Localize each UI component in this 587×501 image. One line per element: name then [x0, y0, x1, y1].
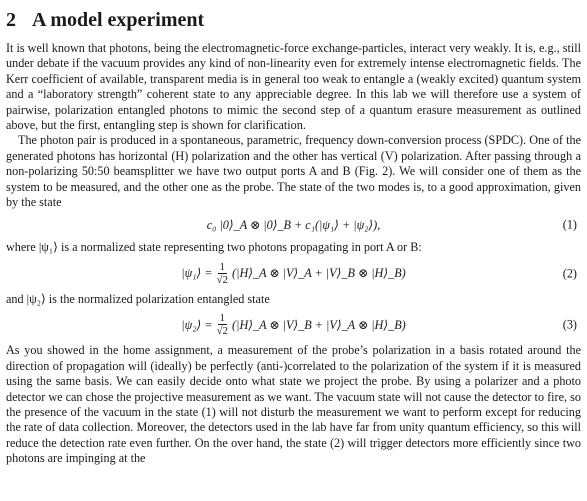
- paragraph-psi2-intro: and |ψ₂⟩ is the normalized polarization entangled state: [6, 291, 270, 306]
- paragraph-measurement: As you showed in the home assignment, a measurement of the probe’s polarization in a basis rotated around the direction of propagation will (ideally) be perfectly (anti-)correlated to the polarization of the system if it is measured using the same basis. We can easily decide onto what state we project the probe. By using a polarizer and a photo detector we can chose the projective measurement as we want. The vacuum state will not cause the detector to fire, so the presence of the vacuum in the state (1) will not disturb the measurement we want to perform except for reducing the rate of data collection. Moreover, the detectors used in the lab have far from unity quantum efficiency, so this will reduce the detection rate even further. On the over hand, the state (2) will trigger detectors more efficiently since two photons are impinging at the: [6, 343, 581, 466]
- equation-2-denominator: √2: [216, 273, 229, 286]
- section-heading: [6, 8, 581, 32]
- equation-1-number: (1): [562, 217, 577, 232]
- equation-3-numerator: 1: [219, 312, 225, 325]
- equation-3-lhs: |ψ₂⟩ =: [181, 317, 213, 332]
- equation-1: [6, 210, 581, 240]
- equation-2-body: [181, 261, 405, 287]
- equation-2-fraction: [216, 261, 228, 287]
- equation-2: [6, 256, 581, 292]
- equation-2-rhs: (|H⟩_A ⊗ |V⟩_A + |V⟩_B ⊗ |H⟩_B): [232, 266, 406, 281]
- equation-3: [6, 307, 581, 343]
- equation-2-number: (2): [562, 266, 577, 281]
- equation-2-numerator: 1: [219, 260, 225, 273]
- paragraph-spdc: The photon pair is produced in a spontaneous, parametric, frequency down-conversion process (SPDC). One of the generated photons has horizontal (H) polarization and the other has vertical (V) polarization. After passing through a non-polarizing 50:50 beamsplitter we have two output ports A and B (Fig. 2). We will consider one of them as the system to be measured, and the other one as the probe. The state of the two modes is, to a good approximation, given by the state: [6, 133, 581, 210]
- equation-3-fraction: [216, 312, 228, 338]
- equation-2-lhs: |ψ₁⟩ =: [181, 266, 213, 281]
- section-title: A model experiment: [32, 9, 205, 31]
- paragraph-psi1-intro: where |ψ₁⟩ is a normalized state representing two photons propagating in port A or B:: [6, 240, 422, 255]
- paragraph-intro: It is well known that photons, being the electromagnetic-force exchange-particles, interact very weakly. It is, e.g., still under debate if the vacuum provides any kind of non-linearity even for extremely intense electromagnetic fields. The Kerr coefficient of available, transparent media is in general too weak to entangle a (weakly excited) quantum system and a “laboratory strength” coherent state to any appreciable degree. In this lab we will therefore use a system of pairwise, polarization entangled photons to mimic the second step of a quantum erasure measurement as outlined above, but the first, entangling step is shown for clarification.: [6, 41, 581, 133]
- section-number: 2: [6, 9, 16, 31]
- equation-3-rhs: (|H⟩_A ⊗ |V⟩_B + |V⟩_A ⊗ |H⟩_B): [232, 317, 406, 332]
- equation-1-body: c₀ |0⟩_A ⊗ |0⟩_B + c₁(|ψ₁⟩ + |ψ₂⟩),: [206, 217, 381, 232]
- equation-3-denominator: √2: [216, 325, 229, 338]
- equation-3-number: (3): [562, 317, 577, 332]
- equation-3-body: [181, 312, 405, 338]
